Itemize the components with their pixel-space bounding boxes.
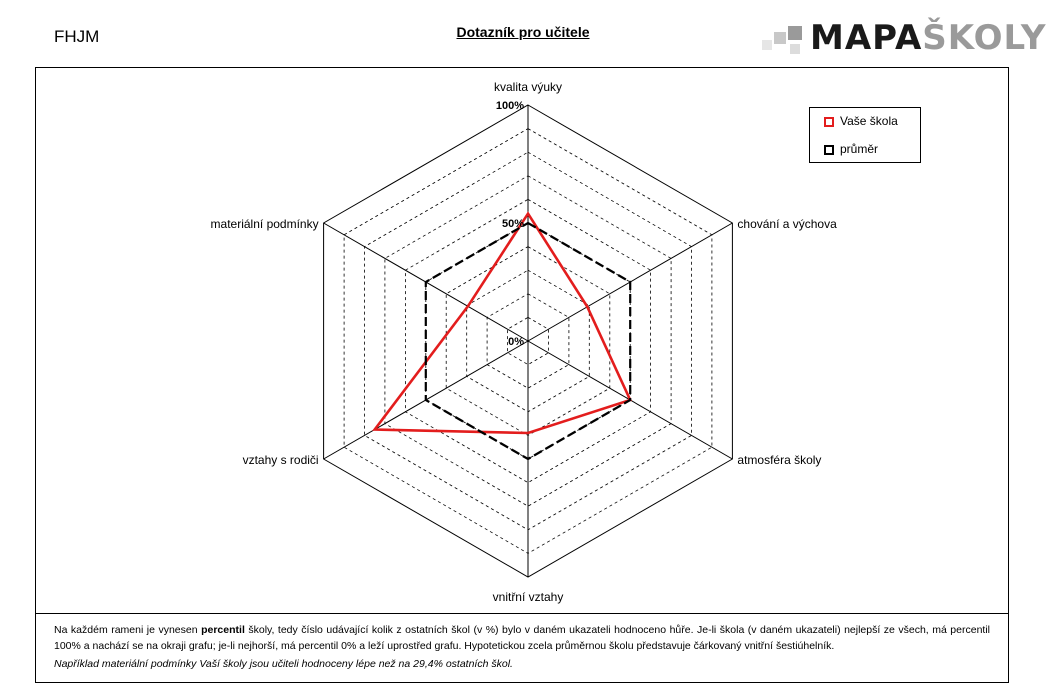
logo-text-skoly: ŠKOLY (922, 18, 1046, 58)
footer-explanation (54, 622, 990, 654)
axis-label: chování a výchova (737, 217, 837, 231)
legend-swatch-average (824, 145, 834, 155)
axis-label: kvalita výuky (493, 80, 563, 94)
legend-swatch-school (824, 117, 834, 127)
page-title: Dotazník pro učitele (456, 24, 590, 40)
axis-label: materiální podmínky (210, 217, 319, 231)
legend-label-average: průměr (840, 142, 879, 156)
tick-label: 100% (495, 100, 524, 112)
footer-text-bold: percentil (201, 624, 245, 636)
footer-text-after: školy, tedy číslo udávající kolik z ostatních škol (v %) bylo v daném ukazateli hodnoceno hůře. Je-li škola (v daném ukazateli) nejlepší ze všech, má percentil 100% a nachází se na okraji grafu; je-li nejhorší, má percentil 0% a leží uprostřed grafu. Hypotetickou zcela průměrnou školu představuje čárkovaný vnitřní šestiúhelník. (54, 624, 990, 652)
school-code: FHJM (54, 27, 100, 46)
chart-legend (809, 107, 921, 163)
tick-label: 0% (508, 336, 524, 348)
series-line-0 (375, 214, 631, 433)
axis-label: vnitřní vztahy (492, 590, 564, 604)
axis-label: vztahy s rodiči (242, 453, 319, 467)
logo-text-mapa: MAPA (810, 18, 923, 58)
legend-label-school: Vaše škola (840, 114, 898, 128)
axis-label: atmosféra školy (737, 453, 822, 467)
footer-text-before: Na každém rameni je vynesen (54, 624, 202, 636)
footer-example: Například materiální podmínky Vaší školy jsou učiteli hodnoceny lépe než na 29,4% ostatních škol. (54, 658, 513, 670)
footer-note (36, 613, 1008, 682)
tick-label: 50% (501, 218, 524, 230)
